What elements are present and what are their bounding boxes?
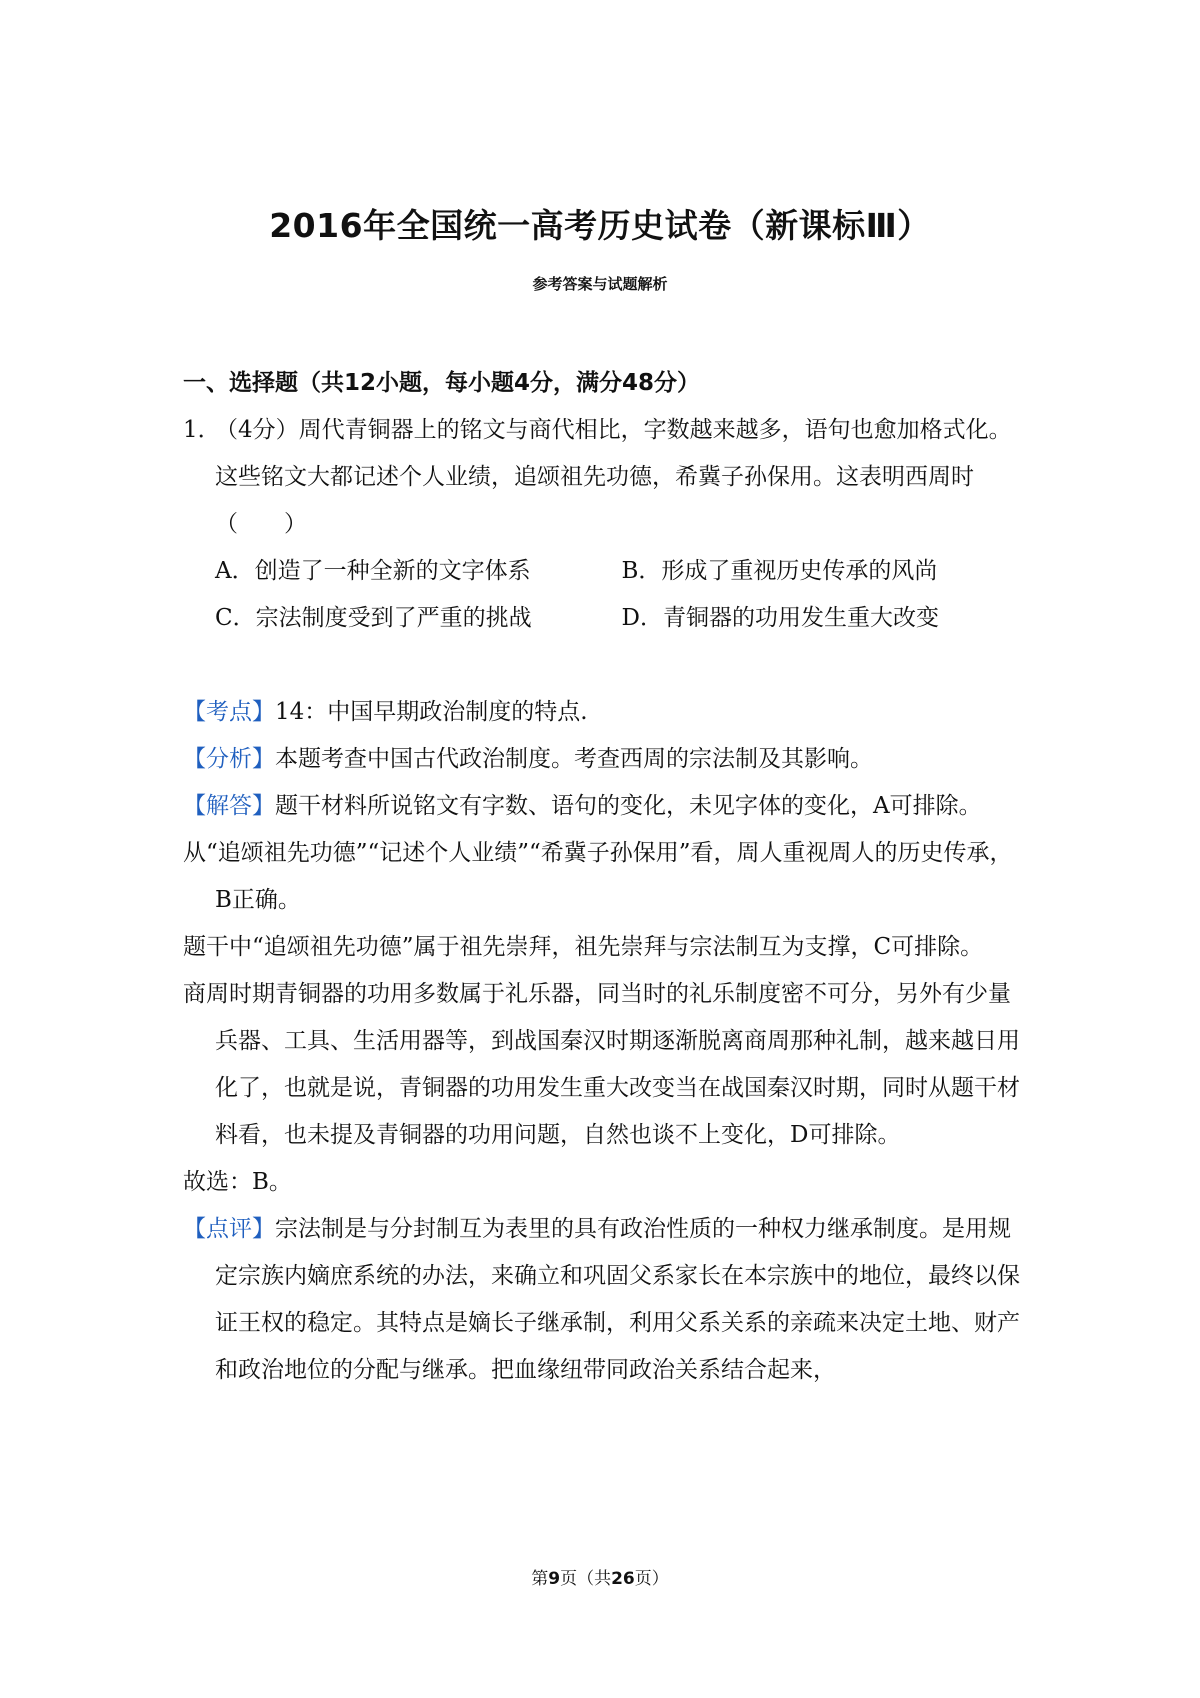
- option-d: [622, 595, 1029, 642]
- dianping-text: 宗法制是与分封制互为表里的具有政治性质的一种权力继承制度。是用规定宗族内嫡庶系统的办法，来确立和巩固父系家长在本宗族中的地位，最终以保证王权的稳定。其特点是嫡长子继承制，利用父系关系的亲疏来决定土地、财产和政治地位的分配与继承。把血缘纽带同政治关系结合起来，: [215, 1216, 1020, 1383]
- option-label: C．: [215, 605, 256, 631]
- kaodian-text: 14：中国早期政治制度的特点.: [275, 699, 588, 725]
- option-a: [215, 548, 622, 595]
- options-row-1: [215, 548, 1028, 595]
- option-text: 宗法制度受到了严重的挑战: [255, 605, 532, 631]
- page-title: 2016年全国统一高考历史试卷（新课标Ⅲ）: [269, 206, 931, 245]
- footer-total-pages: 26: [611, 1569, 635, 1589]
- option-text: 创造了一种全新的文字体系: [254, 558, 531, 584]
- section-heading: 一、选择题（共12小题，每小题4分，满分48分）: [183, 370, 701, 396]
- footer-middle: 页（共: [560, 1569, 612, 1589]
- page-footer: [0, 1564, 1200, 1589]
- answer-options: [183, 548, 1028, 642]
- fenxi-tag: 【分析】: [183, 746, 275, 772]
- option-label: B．: [621, 558, 662, 584]
- footer-suffix: 页）: [634, 1569, 669, 1589]
- jieda-paragraph: 从“追颂祖先功德”“记述个人业绩”“希冀子孙保用”看，周人重视周人的历史传承，B正确。: [183, 840, 1013, 913]
- options-row-2: [215, 595, 1028, 642]
- jieda-paragraph: 题干中“追颂祖先功德”属于祖先崇拜，祖先崇拜与宗法制互为支撑，C可排除。: [183, 934, 984, 960]
- jieda-text: 题干材料所说铭文有字数、语句的变化，未见字体的变化，A可排除。: [275, 793, 982, 819]
- option-text: 青铜器的功用发生重大改变: [662, 605, 939, 631]
- kaodian-block: [183, 689, 1028, 736]
- footer-prefix: 第: [531, 1569, 549, 1589]
- jieda-tag: 【解答】: [183, 793, 275, 819]
- spacer: [183, 642, 1028, 689]
- question-stem: [183, 407, 1028, 548]
- fenxi-block: [183, 736, 1028, 783]
- jieda-block: [183, 783, 1028, 830]
- option-text: 形成了重视历史传承的风尚: [661, 558, 938, 584]
- footer-page-number: 9: [548, 1569, 561, 1589]
- dianping-block: [183, 1206, 1028, 1394]
- jieda-answer: 故选：B。: [183, 1169, 292, 1195]
- option-label: A．: [215, 558, 255, 584]
- option-label: D．: [621, 605, 663, 631]
- kaodian-tag: 【考点】: [183, 699, 275, 725]
- fenxi-text: 本题考查中国古代政治制度。考查西周的宗法制及其影响。: [275, 746, 873, 772]
- dianping-tag: 【点评】: [183, 1216, 275, 1242]
- question-number: 1．: [183, 417, 221, 443]
- page-subtitle: 参考答案与试题解析: [532, 275, 668, 293]
- jieda-paragraph: 商周时期青铜器的功用多数属于礼乐器，同当时的礼乐制度密不可分，另外有少量兵器、工具、生活用器等，到战国秦汉时期逐渐脱离商周那种礼制，越来越日用化了，也就是说，青铜器的功用发生重大改变当在战国秦汉时期，同时从题干材料看，也未提及青铜器的功用问题，自然也谈不上变化，D可排除。: [183, 981, 1020, 1148]
- option-b: [622, 548, 1029, 595]
- document-body: [183, 360, 1028, 1394]
- option-c: [215, 595, 622, 642]
- question-text: （4分）周代青铜器上的铭文与商代相比，字数越来越多，语句也愈加格式化。这些铭文大都记述个人业绩，追颂祖先功德，希冀子孙保用。这表明西周时（ ）: [215, 417, 1012, 537]
